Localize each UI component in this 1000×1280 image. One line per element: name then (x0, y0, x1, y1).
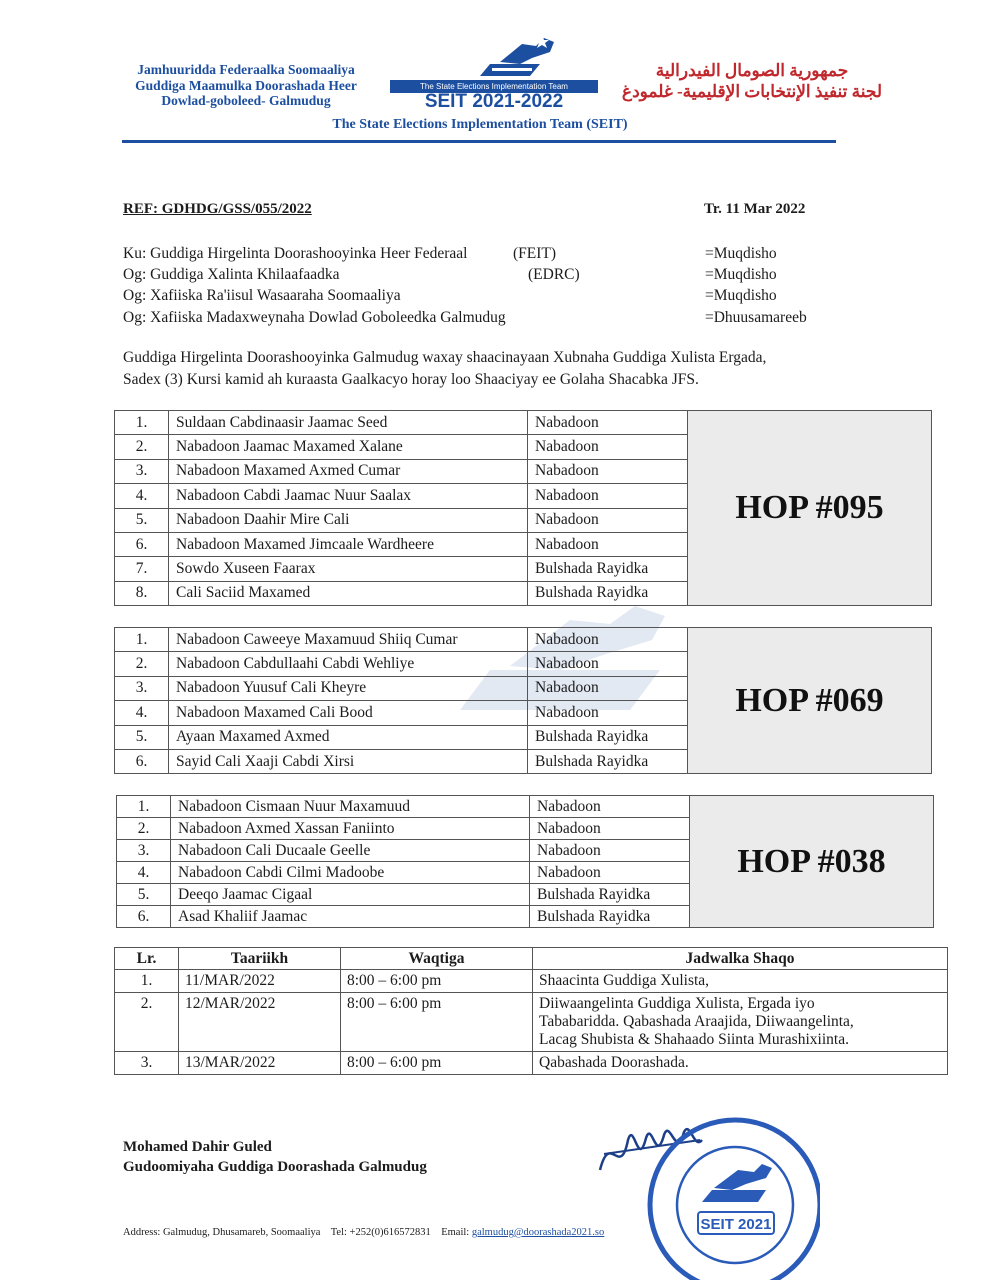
task-line: Tababaridda. Qabashada Araajida, Diiwaangelinta, (539, 1013, 854, 1030)
hop-table-095 (114, 410, 932, 606)
member-name: Nabadoon Cali Ducaale Geelle (171, 840, 530, 862)
member-role: Nabadoon (530, 862, 690, 884)
member-role: Nabadoon (528, 701, 688, 725)
member-role: Bulshada Rayidka (530, 884, 690, 906)
table-row (115, 628, 932, 652)
member-name: Asad Khaliif Jaamac (171, 906, 530, 928)
schedule-task (533, 970, 948, 993)
member-name: Nabadoon Daahir Mire Cali (169, 508, 528, 532)
addressee-line: Og: Xafiiska Madaxweynaha Dowlad Goboleedka Galmudug (123, 309, 506, 326)
row-number: 4. (115, 701, 169, 725)
footer-address: Address: Galmudug, Dhusamareb, Soomaaliya (123, 1227, 321, 1238)
row-number: 6. (115, 749, 169, 773)
schedule-task (533, 1052, 948, 1075)
task-line: Qabashada Doorashada. (539, 1054, 689, 1071)
schedule-task (533, 993, 948, 1052)
member-role: Bulshada Rayidka (528, 749, 688, 773)
schedule-time: 8:00 – 6:00 pm (341, 1052, 533, 1075)
schedule-date: 11/MAR/2022 (179, 970, 341, 993)
member-name: Nabadoon Caweeye Maxamuud Shiiq Cumar (169, 628, 528, 652)
header-left-line: Jamhuuridda Federaalka Soomaaliya (137, 62, 355, 77)
member-role: Bulshada Rayidka (530, 906, 690, 928)
row-number: 1. (115, 411, 169, 435)
task-line: Lacag Shubista & Shahaado Siinta Murashixiinta. (539, 1031, 849, 1048)
member-role: Nabadoon (528, 435, 688, 459)
schedule-time: 8:00 – 6:00 pm (341, 970, 533, 993)
schedule-date: 12/MAR/2022 (179, 993, 341, 1052)
addressee-code: (FEIT) (513, 245, 557, 262)
addressee-line: Ku: Guddiga Hirgelinta Doorashooyinka Heer Federaal (123, 245, 468, 262)
hop-label: HOP #069 (688, 628, 932, 774)
header-divider (122, 140, 836, 143)
header-left-block (96, 62, 396, 109)
member-name: Nabadoon Axmed Xassan Faniinto (171, 818, 530, 840)
header-right-line: لجنة تنفيذ الإنتخابات الإقليمية- غلمودغ (621, 82, 883, 101)
addressee-destination: =Muqdisho (705, 266, 777, 283)
member-name: Nabadoon Cabdi Cilmi Madoobe (171, 862, 530, 884)
member-name: Nabadoon Yuusuf Cali Kheyre (169, 676, 528, 700)
row-number: 2. (115, 652, 169, 676)
column-header: Taariikh (179, 948, 341, 970)
schedule-date: 13/MAR/2022 (179, 1052, 341, 1075)
member-name: Nabadoon Maxamed Cali Bood (169, 701, 528, 725)
member-name: Nabadoon Cismaan Nuur Maxamuud (171, 796, 530, 818)
addressee-destination: =Muqdisho (705, 287, 777, 304)
member-name: Sayid Cali Xaaji Cabdi Xirsi (169, 749, 528, 773)
column-header: Jadwalka Shaqo (533, 948, 948, 970)
hop-label: HOP #038 (690, 796, 934, 928)
task-line: Shaacinta Guddiga Xulista, (539, 972, 710, 989)
member-role: Nabadoon (528, 628, 688, 652)
signatory-name: Mohamed Dahir Guled (123, 1139, 272, 1155)
row-number: 8. (115, 581, 169, 605)
table-row (115, 970, 948, 993)
member-name: Nabadoon Maxamed Axmed Cumar (169, 459, 528, 483)
addressee-destination: =Dhuusamareeb (705, 309, 807, 326)
table-row (117, 796, 934, 818)
footer-phone: Tel: +252(0)616572831 (330, 1227, 431, 1238)
seit-banner: The State Elections Implementation Team (390, 80, 598, 93)
member-name: Nabadoon Cabdi Jaamac Nuur Saalax (169, 484, 528, 508)
header-right-line: جمهورية الصومال الفيدرالية (655, 61, 849, 80)
row-number: 6. (115, 532, 169, 556)
schedule-time: 8:00 – 6:00 pm (341, 993, 533, 1052)
member-name: Sowdo Xuseen Faarax (169, 557, 528, 581)
seit-title: SEIT 2021-2022 (424, 91, 564, 112)
header-right-block (612, 60, 892, 102)
hop-table-069 (114, 627, 932, 774)
table-row (115, 1052, 948, 1075)
row-number: 1. (117, 796, 171, 818)
member-role: Nabadoon (528, 508, 688, 532)
addressee-code: (EDRC) (528, 266, 580, 283)
row-number: 3. (117, 840, 171, 862)
row-number: 2. (115, 435, 169, 459)
member-name: Nabadoon Cabdullaahi Cabdi Wehliye (169, 652, 528, 676)
stamp-text: SEIT 2021 (700, 1216, 772, 1233)
footer-email-label: Email: (441, 1227, 470, 1238)
column-header: Waqtiga (341, 948, 533, 970)
footer-email-link[interactable]: galmudug@doorashada2021.so (471, 1227, 605, 1238)
table-row (115, 993, 948, 1052)
member-name: Suldaan Cabdinaasir Jaamac Seed (169, 411, 528, 435)
header-left-line: Dowlad-goboleed- Galmudug (161, 93, 331, 108)
addressee-destination: =Muqdisho (705, 245, 777, 262)
official-stamp-icon (590, 1110, 820, 1280)
intro-paragraph (123, 347, 883, 391)
document-date: Tr. 11 Mar 2022 (704, 201, 806, 217)
member-name: Nabadoon Maxamed Jimcaale Wardheere (169, 532, 528, 556)
row-number: 6. (117, 906, 171, 928)
member-role: Bulshada Rayidka (528, 581, 688, 605)
row-number: 3. (115, 676, 169, 700)
row-number: 4. (115, 484, 169, 508)
member-role: Bulshada Rayidka (528, 557, 688, 581)
row-number: 4. (117, 862, 171, 884)
addressee-line: Og: Guddiga Xalinta Khilaafaadka (123, 266, 340, 283)
header-left-line: Guddiga Maamulka Doorashada Heer (135, 77, 357, 93)
row-number: 1. (115, 628, 169, 652)
row-number: 5. (115, 725, 169, 749)
member-role: Nabadoon (528, 459, 688, 483)
member-name: Ayaan Maxamed Axmed (169, 725, 528, 749)
row-number: 5. (117, 884, 171, 906)
reference-number: REF: GDHDG/GSS/055/2022 (123, 201, 312, 217)
member-role: Nabadoon (528, 652, 688, 676)
table-header-row (115, 948, 948, 970)
header-subtitle: The State Elections Implementation Team (SEIT) (332, 117, 628, 132)
member-name: Nabadoon Jaamac Maxamed Xalane (169, 435, 528, 459)
intro-line: Sadex (3) Kursi kamid ah kuraasta Gaalkacyo horay loo Shaaciyay ee Golaha Shacabka JFS. (123, 371, 699, 388)
schedule-table (114, 947, 948, 1075)
member-role: Bulshada Rayidka (528, 725, 688, 749)
column-header: Lr. (115, 948, 179, 970)
row-number: 2. (115, 993, 179, 1052)
member-role: Nabadoon (528, 676, 688, 700)
footer (123, 1227, 604, 1238)
table-row (115, 411, 932, 435)
ballot-logo-icon (470, 34, 570, 82)
member-name: Cali Saciid Maxamed (169, 581, 528, 605)
signatory-title: Gudoomiyaha Guddiga Doorashada Galmudug (123, 1159, 427, 1175)
task-line: Diiwaangelinta Guddiga Xulista, Ergada iyo (539, 995, 815, 1012)
member-role: Nabadoon (528, 411, 688, 435)
row-number: 1. (115, 970, 179, 993)
row-number: 3. (115, 1052, 179, 1075)
addressee-line: Og: Xafiiska Ra'iisul Wasaaraha Soomaaliya (123, 287, 401, 304)
member-role: Nabadoon (530, 796, 690, 818)
member-role: Nabadoon (530, 818, 690, 840)
row-number: 7. (115, 557, 169, 581)
member-role: Nabadoon (528, 532, 688, 556)
member-role: Nabadoon (530, 840, 690, 862)
row-number: 3. (115, 459, 169, 483)
row-number: 2. (117, 818, 171, 840)
member-role: Nabadoon (528, 484, 688, 508)
row-number: 5. (115, 508, 169, 532)
member-name: Deeqo Jaamac Cigaal (171, 884, 530, 906)
intro-line: Guddiga Hirgelinta Doorashooyinka Galmudug waxay shaacinayaan Xubnaha Guddiga Xulista Ergada, (123, 349, 767, 366)
hop-label: HOP #095 (688, 411, 932, 606)
hop-table-038 (116, 795, 934, 928)
